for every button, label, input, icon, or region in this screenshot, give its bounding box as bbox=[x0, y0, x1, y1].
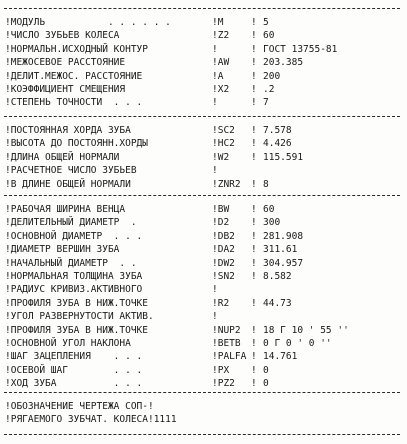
dashed-rule-3 bbox=[4, 392, 400, 393]
param-value: 60 bbox=[263, 30, 275, 42]
column-separator: ! bbox=[251, 257, 257, 269]
param-symbol: ! bbox=[212, 43, 218, 55]
param-symbol: ! bbox=[212, 284, 218, 296]
param-symbol: !PALFA bbox=[212, 351, 247, 363]
param-label: !ОСЕВОЙ ШАГ . . . bbox=[5, 364, 143, 376]
param-label: !РАБОЧАЯ ШИРИНА ВЕНЦА bbox=[5, 204, 126, 215]
param-label: !НОРМАЛЬН.ИСХОДНЫЙ КОНТУР bbox=[5, 43, 148, 55]
param-value: 4.426 bbox=[263, 138, 292, 150]
param-value: 8 bbox=[263, 178, 269, 190]
dashed-rule-top bbox=[4, 8, 400, 9]
param-label: !ДЕЛИТ.МЕЖОС. РАССТОЯНИЕ bbox=[5, 70, 143, 82]
param-symbol: !ZNR2 bbox=[212, 178, 241, 190]
param-symbol: !Z2 bbox=[212, 30, 230, 42]
param-symbol: !M bbox=[212, 17, 224, 28]
param-value: 0 bbox=[263, 378, 269, 390]
param-value: 18 Г 10 ' 55 '' bbox=[263, 324, 349, 336]
param-value: 304.957 bbox=[263, 257, 304, 269]
column-separator: ! bbox=[251, 151, 257, 163]
param-label: !ДИАМЕТР ВЕРШИН ЗУБА bbox=[5, 244, 120, 256]
param-label: !ДЕЛИТЕЛЬНЫЙ ДИАМЕТР . bbox=[5, 217, 137, 229]
column-separator: ! bbox=[251, 244, 257, 256]
column-separator: ! bbox=[251, 17, 257, 28]
column-separator: ! bbox=[251, 84, 257, 95]
param-value: 60 bbox=[263, 204, 275, 215]
param-label: !РАСЧЕТНОЕ ЧИСЛО ЗУБЬЕВ bbox=[5, 165, 137, 177]
param-symbol: !BETB bbox=[212, 338, 241, 349]
param-value: 8.582 bbox=[263, 271, 292, 282]
param-symbol: ! bbox=[212, 97, 218, 109]
param-symbol: !PX bbox=[212, 364, 230, 376]
param-label: !СТЕПЕНЬ ТОЧНОСТИ . . . bbox=[5, 97, 143, 109]
param-value: 203.385 bbox=[263, 57, 304, 69]
param-label: !НАЧАЛЬНЫЙ ДИАМЕТР . . bbox=[5, 257, 137, 269]
param-value: 7.578 bbox=[263, 125, 292, 136]
param-label: !ХОД ЗУБА . . . bbox=[5, 378, 143, 390]
column-separator: ! bbox=[251, 338, 257, 349]
param-label: !НОРМАЛЬНАЯ ТОЛЩИНА ЗУБА bbox=[5, 271, 143, 282]
param-symbol: !X2 bbox=[212, 84, 230, 95]
param-value: 0 Г 0 ' 0 '' bbox=[263, 338, 332, 349]
column-separator: ! bbox=[251, 125, 257, 136]
param-label: !ПРОФИЛЯ ЗУБА В НИЖ.ТОЧКЕ bbox=[5, 297, 148, 309]
param-value: 14.761 bbox=[263, 351, 298, 363]
param-label: !ШАГ ЗАЦЕПЛЕНИЯ . . . bbox=[5, 351, 143, 363]
column-separator: ! bbox=[251, 297, 257, 309]
param-label: !УГОЛ РАЗВЕРНУТОСТИ АКТИВ. bbox=[5, 311, 154, 323]
param-value: 281.908 bbox=[263, 230, 304, 242]
column-separator: ! bbox=[251, 351, 257, 363]
param-label: !ВЫСОТА ДО ПОСТОЯНН.ХОРДЫ bbox=[5, 138, 148, 150]
param-value: 5 bbox=[263, 17, 269, 28]
param-symbol: !BW bbox=[212, 204, 230, 215]
param-value: 0 bbox=[263, 364, 269, 376]
dashed-rule-1 bbox=[4, 116, 400, 117]
param-label: !ПРОФИЛЯ ЗУБА В НИЖ.ТОЧКЕ bbox=[5, 324, 148, 336]
param-symbol: !W2 bbox=[212, 151, 230, 163]
column-separator: ! bbox=[251, 43, 257, 55]
column-separator: ! bbox=[251, 204, 257, 215]
param-symbol: ! bbox=[212, 165, 218, 177]
column-separator: ! bbox=[251, 70, 257, 82]
param-label: !ДЛИНА ОБЩЕЙ НОРМАЛИ bbox=[5, 151, 120, 163]
param-symbol: !DB2 bbox=[212, 230, 235, 242]
column-separator: ! bbox=[251, 217, 257, 229]
drawing-designation-text: !РЯГАЕМОГО ЗУБЧАТ. КОЛЕСА!1111 bbox=[5, 414, 177, 426]
param-label: !МЕЖОСЕВОЕ РАССТОЯНИЕ bbox=[5, 57, 126, 69]
param-symbol: !DA2 bbox=[212, 244, 235, 256]
column-separator: ! bbox=[251, 271, 257, 282]
param-symbol: !R2 bbox=[212, 297, 230, 309]
column-separator: ! bbox=[251, 378, 257, 390]
param-value: ГОСТ 13755-81 bbox=[263, 43, 338, 55]
column-separator: ! bbox=[251, 30, 257, 42]
param-value: .2 bbox=[263, 84, 275, 95]
param-label: !ПОСТОЯННАЯ ХОРДА ЗУБА bbox=[5, 125, 131, 136]
param-label: !ОСНОВНОЙ ДИАМЕТР . . . bbox=[5, 230, 143, 242]
column-separator: ! bbox=[251, 57, 257, 69]
column-separator: ! bbox=[251, 178, 257, 190]
param-symbol: !NUP2 bbox=[212, 324, 241, 336]
param-label: !КОЭФФИЦИЕНТ СМЕЩЕНИЯ bbox=[5, 84, 126, 95]
param-symbol: !DW2 bbox=[212, 257, 235, 269]
param-symbol: !SN2 bbox=[212, 271, 235, 282]
column-separator: ! bbox=[251, 138, 257, 150]
param-symbol: !PZ2 bbox=[212, 378, 235, 390]
param-label: !ЧИСЛО ЗУБЬЕВ КОЛЕСА bbox=[5, 30, 120, 42]
column-separator: ! bbox=[251, 97, 257, 109]
param-label: !ОСНОВНОЙ УГОЛ НАКЛОНА bbox=[5, 338, 131, 349]
param-symbol: ! bbox=[212, 311, 218, 323]
param-value: 200 bbox=[263, 70, 281, 82]
param-value: 44.73 bbox=[263, 297, 292, 309]
param-symbol: !SC2 bbox=[212, 125, 235, 136]
column-separator: ! bbox=[251, 230, 257, 242]
param-symbol: !A bbox=[212, 70, 224, 82]
param-symbol: !AW bbox=[212, 57, 230, 69]
param-value: 300 bbox=[263, 217, 281, 229]
param-value: 115.591 bbox=[263, 151, 304, 163]
dashed-rule-bottom bbox=[4, 434, 400, 435]
param-value: 311.61 bbox=[263, 244, 298, 256]
column-separator: ! bbox=[251, 364, 257, 376]
column-separator: ! bbox=[251, 324, 257, 336]
dashed-rule-2 bbox=[4, 195, 400, 196]
drawing-designation-text: !ОБОЗНАЧЕНИЕ ЧЕРТЕЖА СОП-! bbox=[5, 401, 154, 412]
param-value: 7 bbox=[263, 97, 269, 109]
param-symbol: !HC2 bbox=[212, 138, 235, 150]
param-label: !РАДИУС КРИВИЗ.АКТИВНОГО bbox=[5, 284, 143, 296]
param-symbol: !D2 bbox=[212, 217, 230, 229]
param-label: !МОДУЛЬ . . . . . . bbox=[5, 17, 171, 28]
param-label: !В ДЛИНЕ ОБЩЕЙ НОРМАЛИ bbox=[5, 178, 131, 190]
